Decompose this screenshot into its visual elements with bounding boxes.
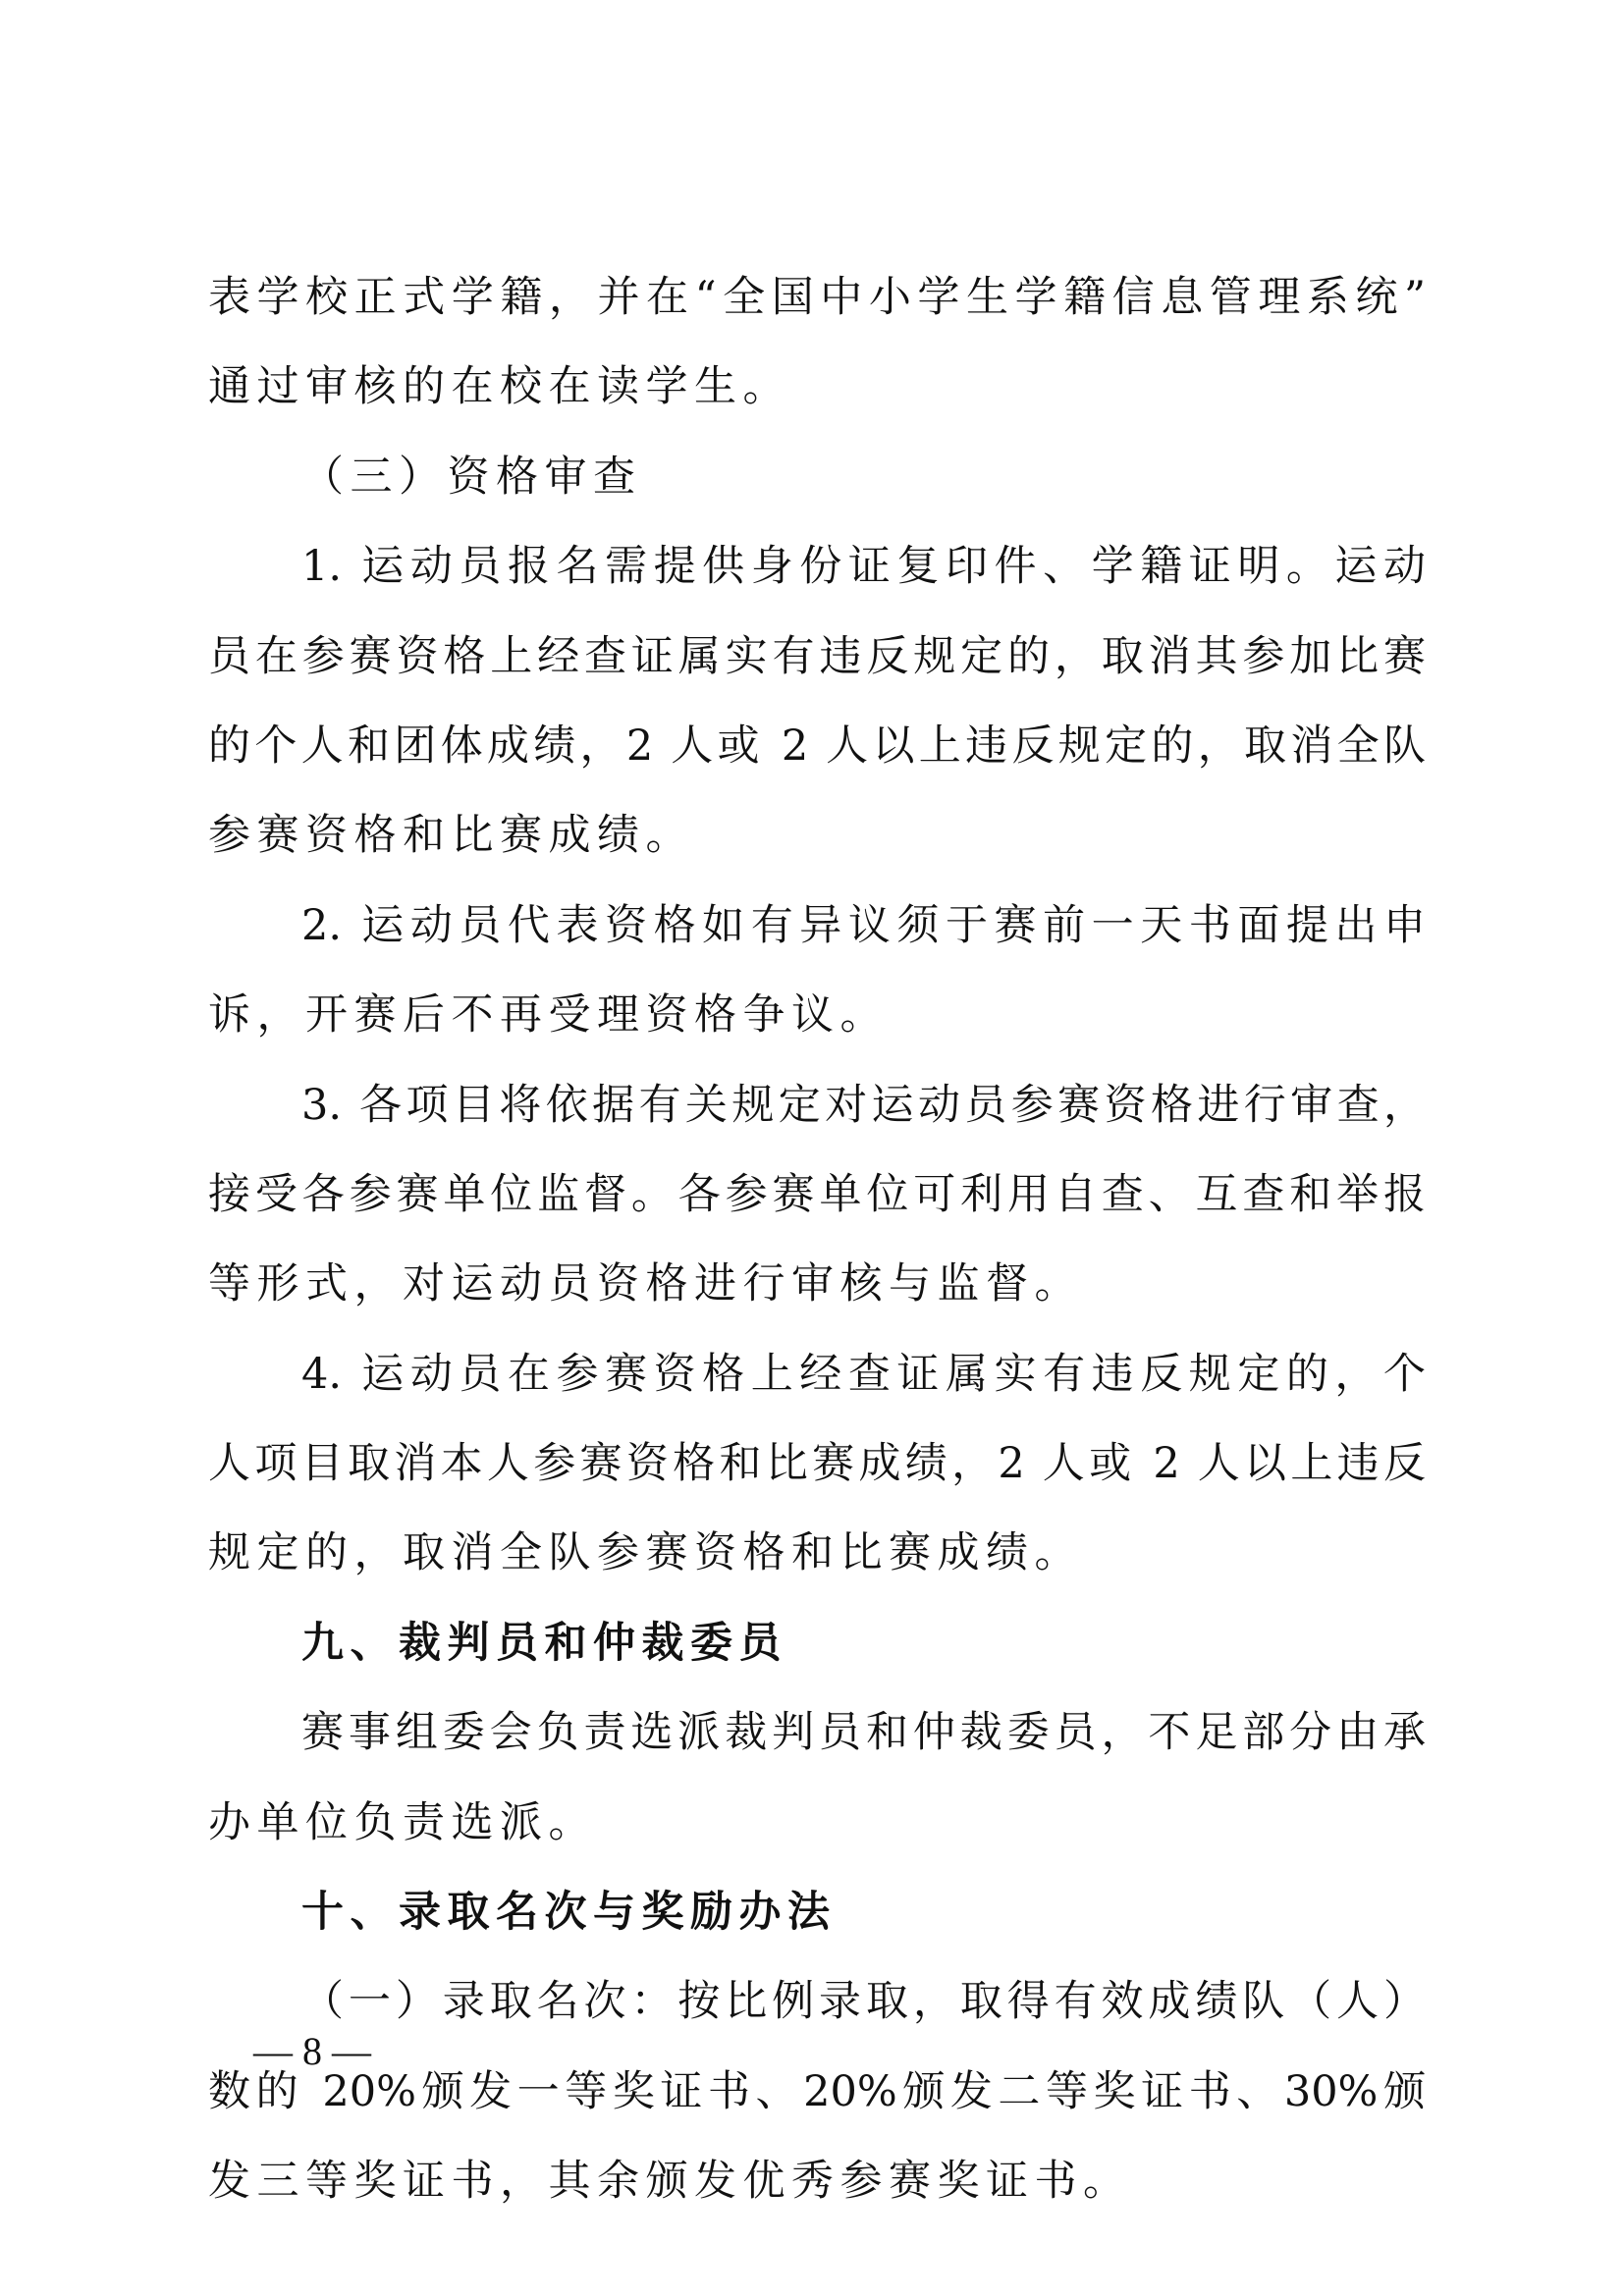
text-line: 的个人和团体成绩，2 人或 2 人以上违反规定的，取消全队 — [208, 721, 1426, 771]
page-number: — 8 — — [253, 2029, 371, 2073]
text-line: 接受各参赛单位监督。各参赛单位可利用自查、互查和举报 — [208, 1169, 1426, 1219]
document-body — [208, 253, 1426, 2227]
text-line: 参赛资格和比赛成绩。 — [208, 811, 694, 861]
text-line: 发三等奖证书，其余颁发优秀参赛奖证书。 — [208, 2157, 1132, 2207]
text-line: 人项目取消本人参赛资格和比赛成绩，2 人或 2 人以上违反 — [208, 1439, 1426, 1489]
text-line: 赛事组委会负责选派裁判员和仲裁委员，不足部分由承 — [301, 1708, 1426, 1758]
text-line: 诉，开赛后不再受理资格争议。 — [208, 990, 889, 1041]
text-line: 4. 运动员在参赛资格上经查证属实有违反规定的，个 — [301, 1349, 1426, 1399]
text-line: 通过审核的在校在读学生。 — [208, 362, 791, 412]
text-line: （三）资格审查 — [301, 452, 642, 502]
text-line: 数的 20%颁发一等奖证书、20%颁发二等奖证书、30%颁 — [208, 2066, 1426, 2116]
text-line: 2. 运动员代表资格如有异议须于赛前一天书面提出申 — [301, 900, 1426, 950]
text-line: 规定的，取消全队参赛资格和比赛成绩。 — [208, 1528, 1083, 1578]
text-line: 1. 运动员报名需提供身份证复印件、学籍证明。运动 — [301, 542, 1426, 592]
text-line: 办单位负责选派。 — [208, 1797, 597, 1847]
text-line: （一）录取名次：按比例录取，取得有效成绩队（人） — [301, 1977, 1426, 2027]
text-line: 等形式，对运动员资格进行审核与监督。 — [208, 1259, 1083, 1309]
section-heading: 九、裁判员和仲裁委员 — [301, 1618, 787, 1668]
text-line: 3. 各项目将依据有关规定对运动员参赛资格进行审查， — [301, 1080, 1426, 1130]
text-line: 员在参赛资格上经查证属实有违反规定的，取消其参加比赛 — [208, 631, 1426, 681]
section-heading: 十、录取名次与奖励办法 — [301, 1888, 837, 1938]
text-line: 表学校正式学籍，并在“全国中小学生学籍信息管理系统” — [208, 273, 1426, 322]
